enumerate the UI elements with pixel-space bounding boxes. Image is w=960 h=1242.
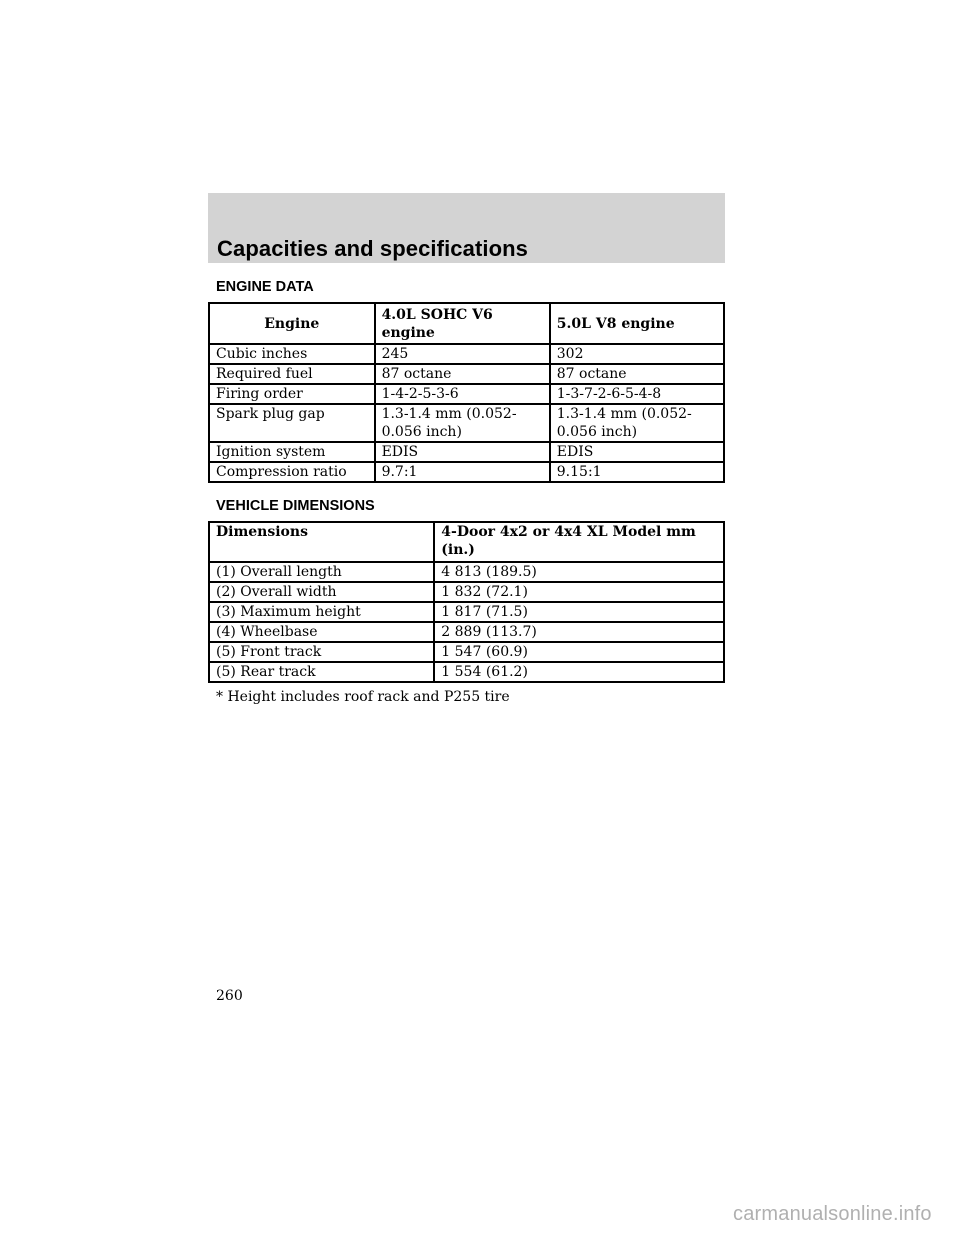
table-cell: 1-4-2-5-3-6 [375, 384, 550, 404]
engine-data-table [208, 302, 725, 483]
page-title: Capacities and specifications [217, 236, 529, 261]
row-label: Firing order [209, 384, 375, 404]
table-cell: 1 547 (60.9) [434, 642, 724, 662]
row-label: Ignition system [209, 442, 375, 462]
table-cell: 9.15:1 [550, 462, 724, 482]
engine-data-title: ENGINE DATA [216, 279, 314, 295]
table-row [209, 384, 724, 404]
table-row [209, 442, 724, 462]
row-label: (4) Wheelbase [209, 622, 434, 642]
row-label: (2) Overall width [209, 582, 434, 602]
table-row [209, 642, 724, 662]
table-cell: 87 octane [550, 364, 724, 384]
table-cell: EDIS [375, 442, 550, 462]
table-cell: 9.7:1 [375, 462, 550, 482]
table-cell: 87 octane [375, 364, 550, 384]
table-cell: 4 813 (189.5) [434, 562, 724, 582]
table-cell: 1 817 (71.5) [434, 602, 724, 622]
table-cell: 1 832 (72.1) [434, 582, 724, 602]
table-row [209, 582, 724, 602]
table-row [209, 622, 724, 642]
footnote: * Height includes roof rack and P255 tire [216, 689, 510, 705]
table-row [209, 462, 724, 482]
table-cell: 245 [375, 344, 550, 364]
vehicle-dimensions-table [208, 521, 725, 683]
table-row [209, 562, 724, 582]
row-label: (3) Maximum height [209, 602, 434, 622]
table-row [209, 364, 724, 384]
table-cell: 302 [550, 344, 724, 364]
table-cell: 2 889 (113.7) [434, 622, 724, 642]
column-header-model: 4-Door 4x2 or 4x4 XL Model mm (in.) [434, 522, 724, 562]
row-label: Compression ratio [209, 462, 375, 482]
table-cell: EDIS [550, 442, 724, 462]
table-row [209, 602, 724, 622]
column-header-dimensions: Dimensions [209, 522, 434, 562]
table-row [209, 344, 724, 364]
row-label: (1) Overall length [209, 562, 434, 582]
column-header-v6: 4.0L SOHC V6 engine [375, 303, 550, 344]
page-number: 260 [216, 988, 243, 1004]
vehicle-dimensions-title: VEHICLE DIMENSIONS [216, 498, 375, 514]
table-cell: 1 554 (61.2) [434, 662, 724, 682]
column-header-engine: Engine [209, 303, 375, 344]
row-label: Cubic inches [209, 344, 375, 364]
table-cell: 1.3-1.4 mm (0.052-0.056 inch) [550, 404, 724, 442]
watermark-text: carmanualsonline.info [733, 1203, 932, 1225]
table-row [209, 404, 724, 442]
table-row [209, 662, 724, 682]
table-cell: 1-3-7-2-6-5-4-8 [550, 384, 724, 404]
row-label: (5) Front track [209, 642, 434, 662]
row-label: (5) Rear track [209, 662, 434, 682]
row-label: Spark plug gap [209, 404, 375, 442]
column-header-v8: 5.0L V8 engine [550, 303, 724, 344]
table-cell: 1.3-1.4 mm (0.052-0.056 inch) [375, 404, 550, 442]
row-label: Required fuel [209, 364, 375, 384]
